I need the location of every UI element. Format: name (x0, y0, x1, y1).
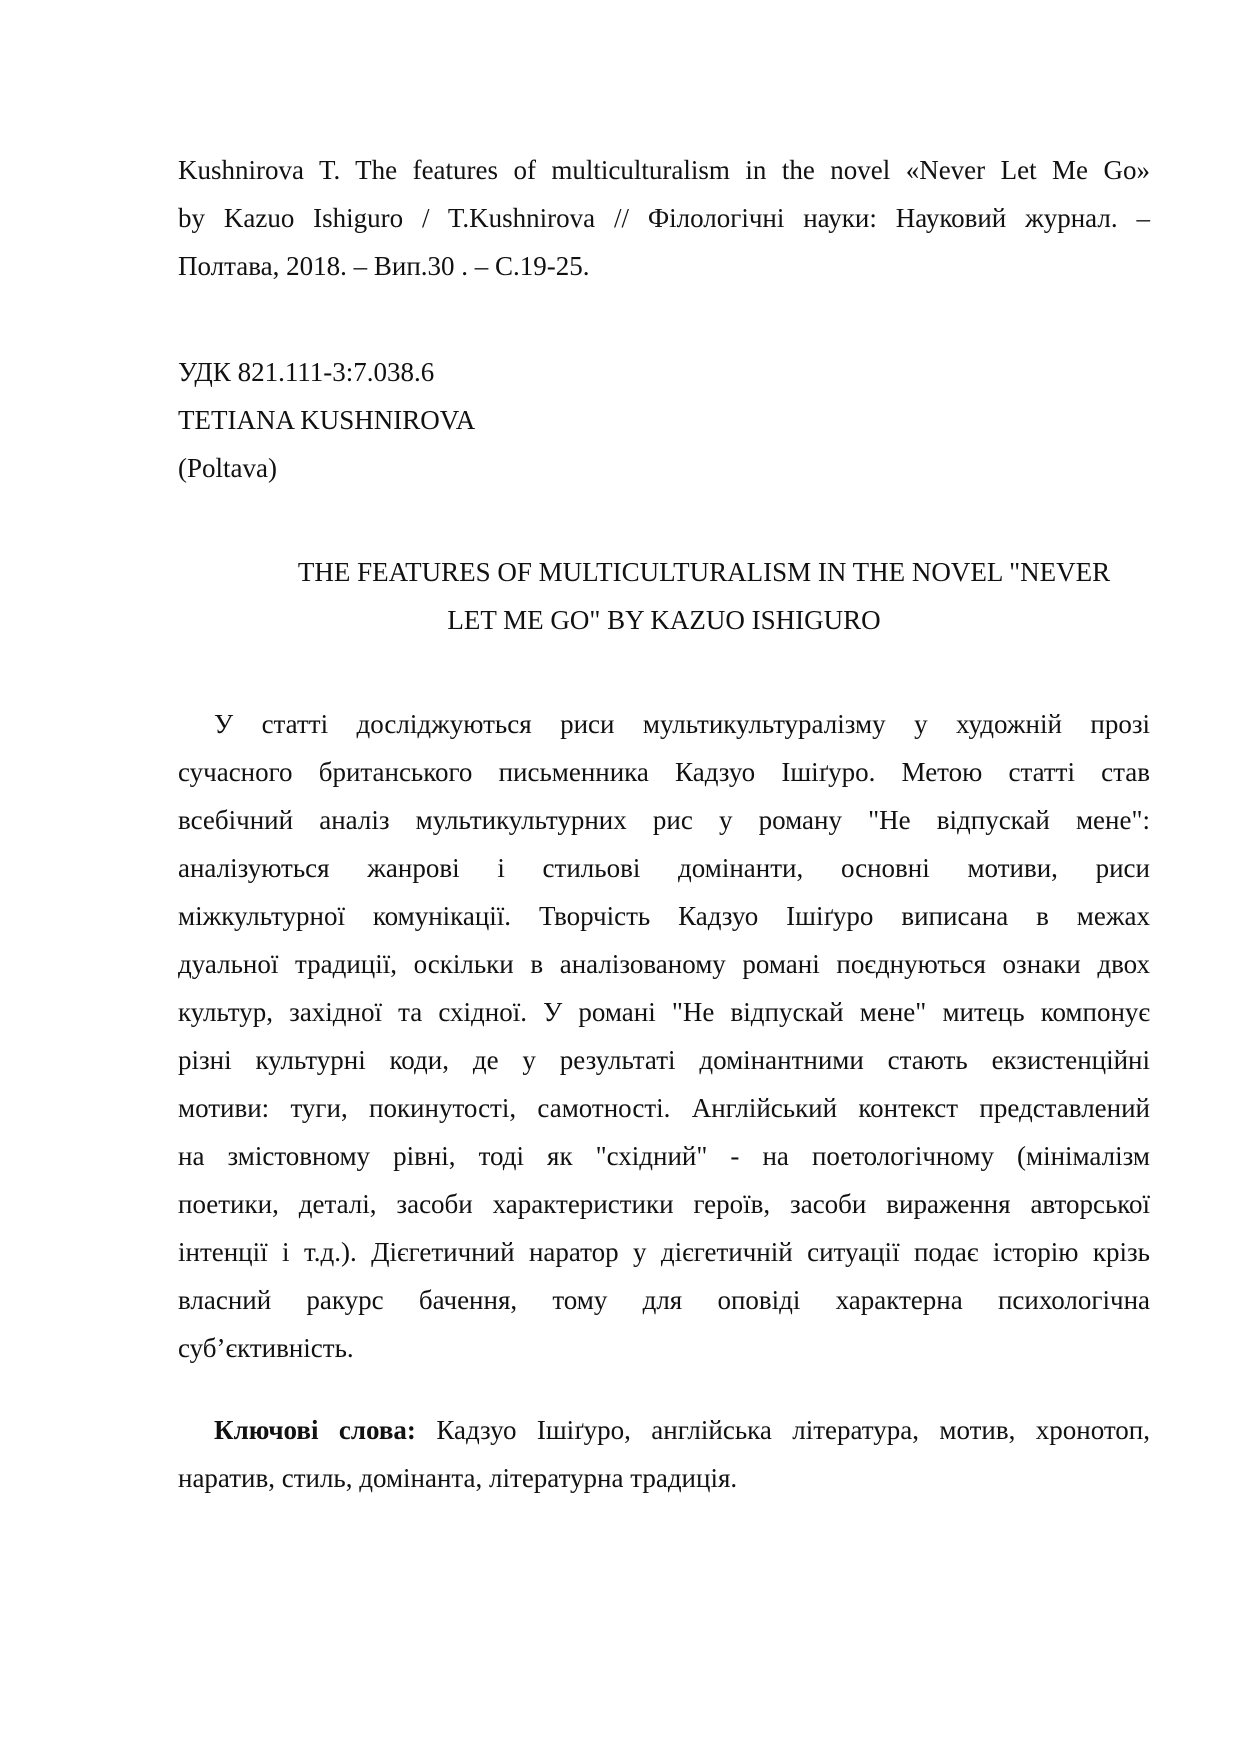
abstract (178, 700, 1150, 1372)
abstract-line: мотиви: туги, покинутості, самотності. Англійський контекст представлений (178, 1093, 1150, 1123)
abstract-line: різні культурні коди, де у результаті домінантними стають екзистенційні (178, 1045, 1150, 1075)
author-block (178, 348, 1150, 492)
abstract-line: аналізуються жанрові і стильові домінанти, основні мотиви, риси (178, 853, 1150, 883)
title-line: LET ME GO" BY KAZUO ISHIGURO (447, 605, 881, 635)
keywords-line (178, 1406, 1150, 1454)
author-name: TETIANA KUSHNIROVA (178, 405, 476, 435)
article-title (178, 548, 1150, 644)
abstract-line: У статті досліджуються риси мультикультуралізму у художній прозі (214, 709, 1150, 739)
abstract-line: всебічний аналіз мультикультурних рис у роману "Не відпускай мене": (178, 805, 1150, 835)
abstract-line: дуальної традиції, оскільки в аналізованому романі поєднуються ознаки двох (178, 949, 1150, 979)
citation-line: by Kazuo Ishiguro / T.Kushnirova // Філологічні науки: Науковий журнал. – (178, 203, 1150, 233)
abstract-line: сучасного британського письменника Кадзуо Ішіґуро. Метою статті став (178, 757, 1150, 787)
keywords-text: Кадзуо Ішіґуро, англійська література, мотив, хронотоп, (415, 1415, 1150, 1445)
author-city: (Poltava) (178, 453, 277, 483)
abstract-line: інтенції і т.д.). Дієгетичний наратор у дієгетичній ситуації подає історію крізь (178, 1237, 1150, 1267)
abstract-line: суб’єктивність. (178, 1333, 354, 1363)
keywords-line: наратив, стиль, домінанта, літературна традиція. (178, 1463, 738, 1493)
citation (178, 146, 1150, 290)
citation-line: Kushnirova T. The features of multiculturalism in the novel «Never Let Me Go» (178, 155, 1150, 185)
abstract-line: власний ракурс бачення, тому для оповіді характерна психологічна (178, 1285, 1150, 1315)
citation-line: Полтава, 2018. – Вип.30 . – С.19-25. (178, 251, 590, 281)
udk-code: УДК 821.111-3:7.038.6 (178, 357, 435, 387)
abstract-line: міжкультурної комунікації. Творчість Кадзуо Ішіґуро виписана в межах (178, 901, 1150, 931)
keywords-label: Ключові слова: (214, 1415, 416, 1445)
abstract-line: поетики, деталі, засоби характеристики героїв, засоби вираження авторської (178, 1189, 1150, 1219)
title-line: THE FEATURES OF MULTICULTURALISM IN THE NOVEL "NEVER (297, 557, 1111, 587)
abstract-line: на змістовному рівні, тоді як "східний" - на поетологічному (мінімалізм (178, 1141, 1150, 1171)
abstract-line: культур, західної та східної. У романі "Не відпускай мене" митець компонує (178, 997, 1150, 1027)
keywords (178, 1406, 1150, 1502)
